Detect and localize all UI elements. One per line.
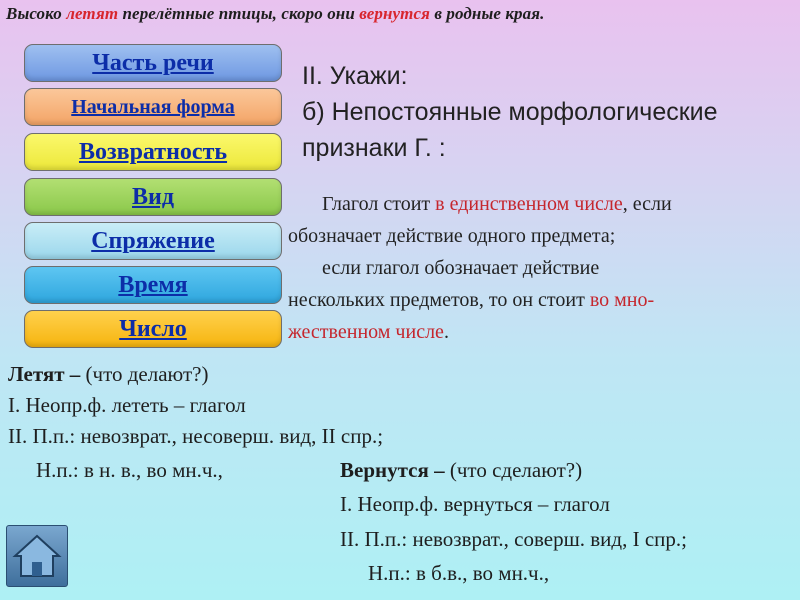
- rule-text: [288, 188, 798, 348]
- menu-tense-button[interactable]: Время: [24, 266, 282, 304]
- home-button[interactable]: [6, 525, 68, 587]
- analysis-line: II. П.п.: невозврат., соверш. вид, I спр.;: [340, 527, 687, 551]
- analysis-line: Н.п.: в н. в., во мн.ч.,: [36, 458, 223, 482]
- sentence-part: перелётные птицы, скоро они: [118, 4, 360, 23]
- home-icon: [7, 526, 67, 586]
- task-line: признаки Г. :: [302, 134, 446, 162]
- menu-aspect-button[interactable]: Вид: [24, 178, 282, 216]
- rule-line: жественном числе.: [288, 321, 449, 343]
- highlight-plural-cont: жественном числе: [288, 321, 444, 343]
- menu-reflexivity-button[interactable]: Возвратность: [24, 133, 282, 171]
- task-line: II. Укажи:: [302, 62, 408, 90]
- verb-letyat: летят: [66, 4, 119, 23]
- sentence-part: в родные края.: [430, 4, 545, 23]
- rule-line: обозначает действие одного предмета;: [288, 225, 616, 247]
- analysis-title: Летят – (что делают?): [8, 362, 209, 386]
- menu-part-of-speech-button[interactable]: Часть речи: [24, 44, 282, 82]
- menu-initial-form-button[interactable]: Начальная форма: [24, 88, 282, 126]
- sentence-part: Высоко: [6, 4, 67, 23]
- rule-line: если глагол обозначает действие: [322, 257, 600, 279]
- analysis-line: II. П.п.: невозврат., несоверш. вид, II спр.;: [8, 424, 384, 448]
- analysis-line: I. Неопр.ф. лететь – глагол: [8, 393, 246, 417]
- sentence-header: [6, 4, 794, 24]
- menu-number-button[interactable]: Число: [24, 310, 282, 348]
- highlight-plural: во мно-: [589, 289, 655, 311]
- task-block: [302, 58, 792, 166]
- rule-line: нескольких предметов, то он стоит во мно-: [288, 289, 655, 311]
- analysis-line: Н.п.: в б.в., во мн.ч.,: [368, 561, 550, 585]
- analysis-line: I. Неопр.ф. вернуться – глагол: [340, 492, 610, 516]
- analysis-title: Вернутся – (что сделают?): [340, 458, 583, 482]
- menu-conjugation-button[interactable]: Спряжение: [24, 222, 282, 260]
- task-line: б) Непостоянные морфологические: [302, 98, 718, 126]
- highlight-singular: в единственном числе: [435, 193, 623, 215]
- verb-vernutsya: вернутся: [359, 4, 430, 23]
- rule-line: Глагол стоит в единственном числе, если: [322, 193, 672, 215]
